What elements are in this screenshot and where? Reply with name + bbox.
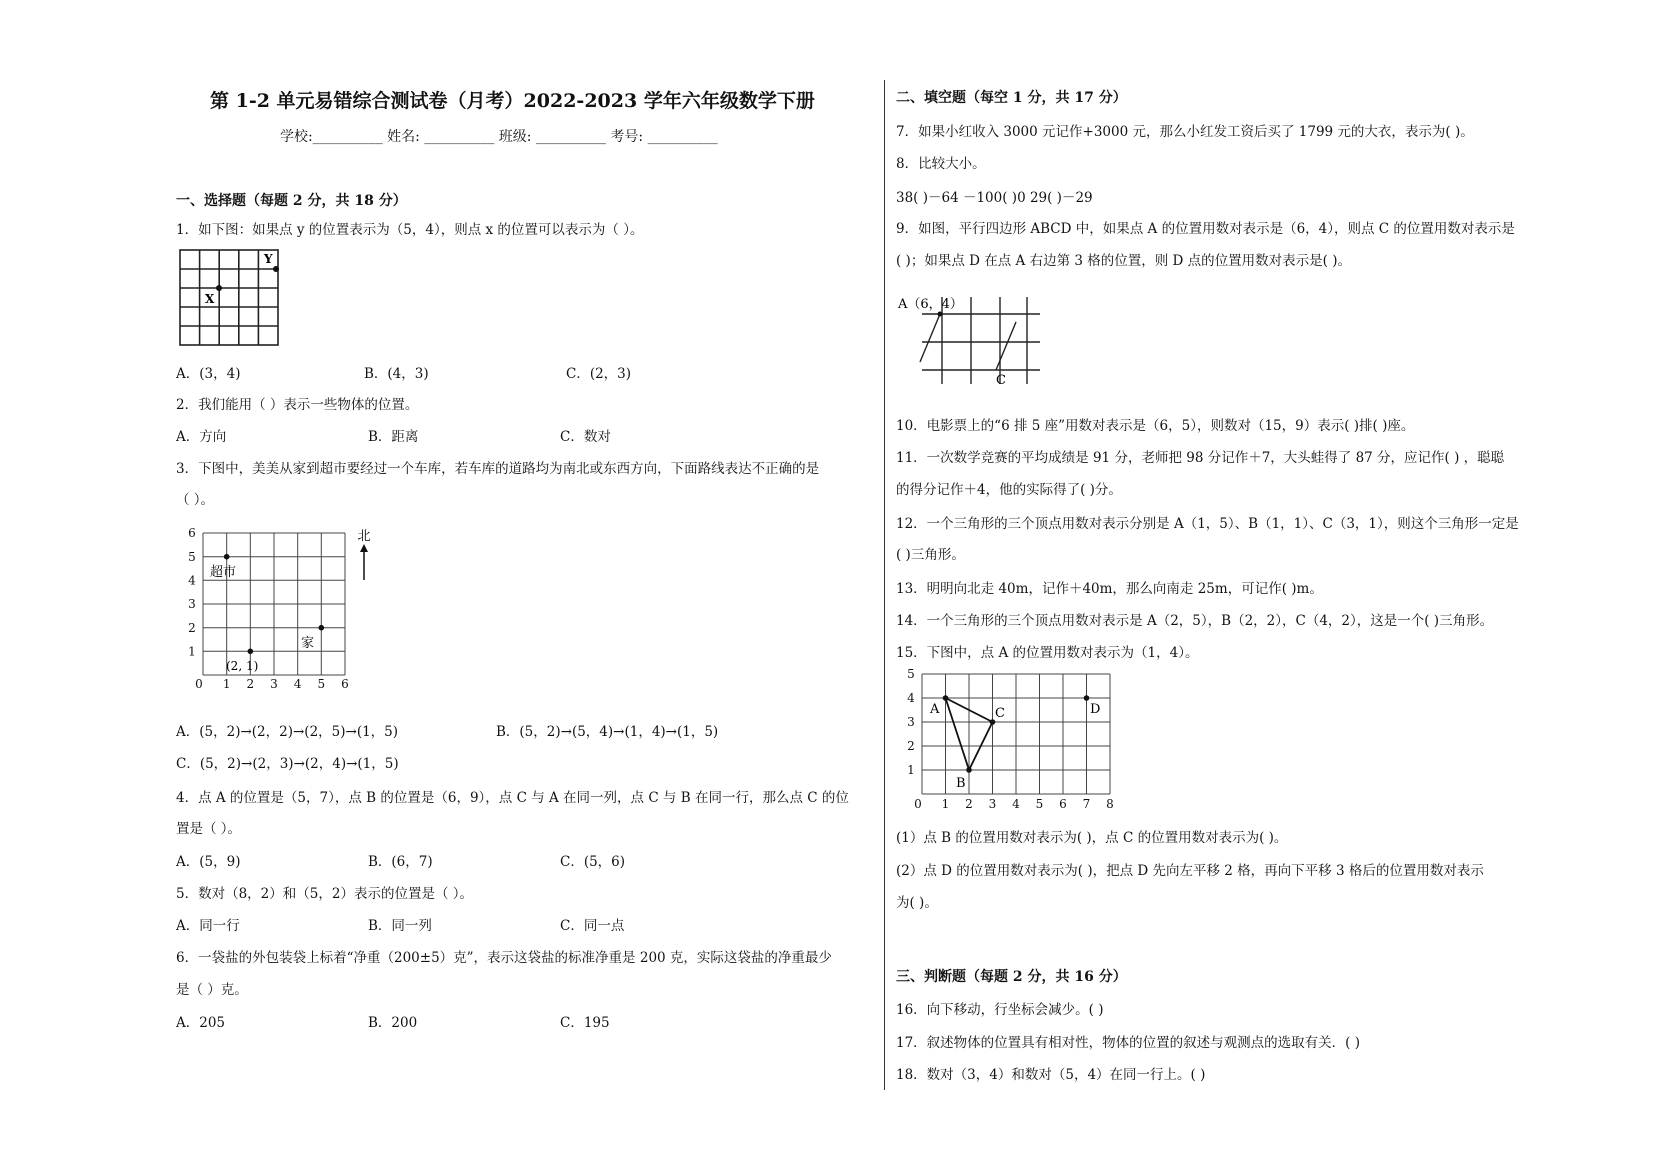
q2-option-b[interactable]: B．距离 [368,429,419,445]
x-tick: 4 [1012,797,1020,810]
column-divider [884,80,885,1090]
label-y: Y [264,252,273,266]
point-y [273,266,279,272]
q4-option-c[interactable]: C．(5，6) [560,854,626,870]
q6-option-c[interactable]: C．195 [560,1015,610,1031]
question-12-line2: ( )三角形。 [896,547,965,563]
q1-option-b[interactable]: B．(4，3) [364,366,429,382]
q6-option-a[interactable]: A．205 [176,1015,226,1031]
x-tick: 0 [195,677,203,690]
question-8: 8．比较大小。 [896,156,986,172]
section-fill-title: 二、填空题（每空 1 分，共 17 分） [896,90,1127,106]
question-6-line2: 是（ ）克。 [176,982,248,998]
x-tick: 5 [317,677,326,690]
q2-option-c[interactable]: C．数对 [560,429,611,445]
x-tick: 3 [270,677,278,690]
point-b [966,767,972,773]
x-tick: 7 [1082,797,1091,810]
question-11-line2: 的得分记作＋4，他的实际得了( )分。 [896,482,1122,498]
point-label: (2, 1) [226,659,259,673]
x-tick: 1 [222,677,231,690]
x-tick: 3 [988,797,997,810]
point-a [938,312,943,317]
label-c: C [996,373,1006,388]
q15-triangle-figure [900,668,1120,810]
label-a: A（6，4） [898,297,963,312]
x-tick: 8 [1106,797,1114,810]
y-tick: 5 [907,668,915,681]
label-b: B [956,776,966,791]
q3-option-b[interactable]: B．(5，2)→(5，4)→(1，4)→(1，5) [496,724,719,740]
question-15: 15．下图中，点 A 的位置用数对表示为（1，4）。 [896,645,1199,661]
x-tick: 2 [246,677,255,690]
y-tick: 2 [188,621,196,635]
question-18: 18．数对（3，4）和数对（5，4）在同一行上。( ) [896,1067,1206,1083]
q5-option-b[interactable]: B．同一列 [368,918,432,934]
q4-option-a[interactable]: A．(5，9) [176,854,241,870]
question-2: 2．我们能用（ ）表示一些物体的位置。 [176,397,419,413]
question-5: 5．数对（8，2）和（5，2）表示的位置是（ ）。 [176,886,473,902]
q1-option-c[interactable]: C．(2，3) [566,366,632,382]
y-tick: 5 [188,550,196,564]
y-tick: 3 [188,597,196,611]
x-tick: 2 [965,797,973,810]
y-tick: 1 [188,644,196,659]
y-tick: 3 [907,715,915,729]
point-a [943,695,949,701]
q4-option-b[interactable]: B．(6，7) [368,854,433,870]
question-15-sub1: (1）点 B 的位置用数对表示为( )，点 C 的位置用数对表示为( )。 [896,830,1288,846]
q5-option-c[interactable]: C．同一点 [560,918,625,934]
question-13: 13．明明向北走 40m，记作＋40m，那么向南走 25m，可记作( )m。 [896,581,1323,597]
q8-compare-line[interactable]: 38( )－64 －100( )0 29( )－29 [896,190,1093,206]
question-9-line2: ( )；如果点 D 在点 A 右边第 3 格的位置，则 D 点的位置用数对表示是( )。 [896,253,1351,269]
q5-option-a[interactable]: A．同一行 [176,918,240,934]
label-c: C [995,706,1005,721]
point-d [1084,695,1090,701]
point-2-1 [248,649,254,655]
question-9-line1: 9．如图，平行四边形 ABCD 中，如果点 A 的位置用数对表示是（6，4），则点 C 的位置用数对表示是 [896,221,1515,237]
question-4-line1: 4．点 A 的位置是（5，7），点 B 的位置是（6，9），点 C 与 A 在同一列，点 C 与 B 在同一行，那么点 C 的位 [176,790,849,806]
point-x [216,285,222,291]
question-7: 7．如果小红收入 3000 元记作+3000 元，那么小红发工资后买了 1799 元的大衣，表示为( )。 [896,124,1474,140]
home-label: 家 [301,636,315,651]
q3-map-figure [186,522,386,690]
page-title: 第 1-2 单元易错综合测试卷（月考）2022-2023 学年六年级数学下册 [210,90,815,112]
question-10: 10．电影票上的“6 排 5 座”用数对表示是（6，5），则数对（15，9）表示( )排( )座。 [896,418,1415,434]
x-tick: 6 [341,677,349,690]
x-tick: 4 [293,677,302,690]
q3-option-c[interactable]: C．(5，2)→(2，3)→(2，4)→(1，5) [176,756,399,772]
label-x: X [205,292,215,306]
x-tick: 6 [1059,797,1067,810]
home-point [319,625,325,631]
label-d: D [1090,702,1101,717]
student-info-line: 学校:__________ 姓名: __________ 班级: __________ 考号: __________ [280,129,718,145]
y-tick: 1 [907,763,915,777]
section-judge-title: 三、判断题（每题 2 分，共 16 分） [896,969,1127,985]
y-tick: 4 [907,691,915,705]
north-arrowhead-icon [360,544,368,552]
q3-option-a[interactable]: A．(5，2)→(2，2)→(2，5)→(1，5) [176,724,399,740]
question-11-line1: 11．一次数学竞赛的平均成绩是 91 分，老师把 98 分记作＋7，大头蛙得了 87 分，应记作( ) ，聪聪 [896,450,1505,466]
question-15-sub2-cont: 为( )。 [896,895,938,911]
q6-option-b[interactable]: B．200 [368,1015,418,1031]
section-choice-title: 一、选择题（每题 2 分，共 18 分） [176,193,407,209]
q1-grid-figure [178,248,282,348]
x-tick: 0 [914,797,922,810]
question-12-line1: 12．一个三角形的三个顶点用数对表示分别是 A（1，5）、B（1，1）、C（3，1），则这个三角形一定是 [896,516,1519,532]
question-6-line1: 6．一袋盐的外包装袋上标着“净重（200±5）克”，表示这袋盐的标准净重是 200 克，实际这袋盐的净重最少 [176,950,832,966]
y-tick: 2 [907,739,915,753]
question-3-line1: 3．下图中，美美从家到超市要经过一个车库，若车库的道路均为南北或东西方向，下面路线表达不正确的是 [176,461,820,477]
market-point [224,554,230,560]
question-3-line2: （ ）。 [176,492,215,508]
question-15-sub2: (2）点 D 的位置用数对表示为( )，把点 D 先向左平移 2 格，再向下平移 3 格后的位置用数对表示 [896,863,1484,879]
q1-option-a[interactable]: A．(3，4) [176,366,241,382]
north-label: 北 [357,529,371,544]
x-tick: 5 [1035,797,1044,810]
question-16: 16．向下移动，行坐标会减少。( ) [896,1002,1104,1018]
label-a: A [930,702,940,717]
question-1: 1．如下图：如果点 y 的位置表示为（5，4），则点 x 的位置可以表示为（ ）。 [176,222,644,238]
question-14: 14．一个三角形的三个顶点用数对表示是 A（2，5），B（2，2），C（4，2），这是一个( )三角形。 [896,613,1494,629]
x-tick: 1 [941,797,950,810]
q9-parallelogram-figure [896,292,1046,390]
q2-option-a[interactable]: A．方向 [176,429,227,445]
y-tick: 4 [188,573,196,588]
question-17: 17．叙述物体的位置具有相对性，物体的位置的叙述与观测点的选取有关．( ) [896,1035,1361,1051]
market-label: 超市 [210,565,237,580]
y-tick: 6 [188,526,196,540]
question-4-line2: 置是（ ）。 [176,821,242,837]
